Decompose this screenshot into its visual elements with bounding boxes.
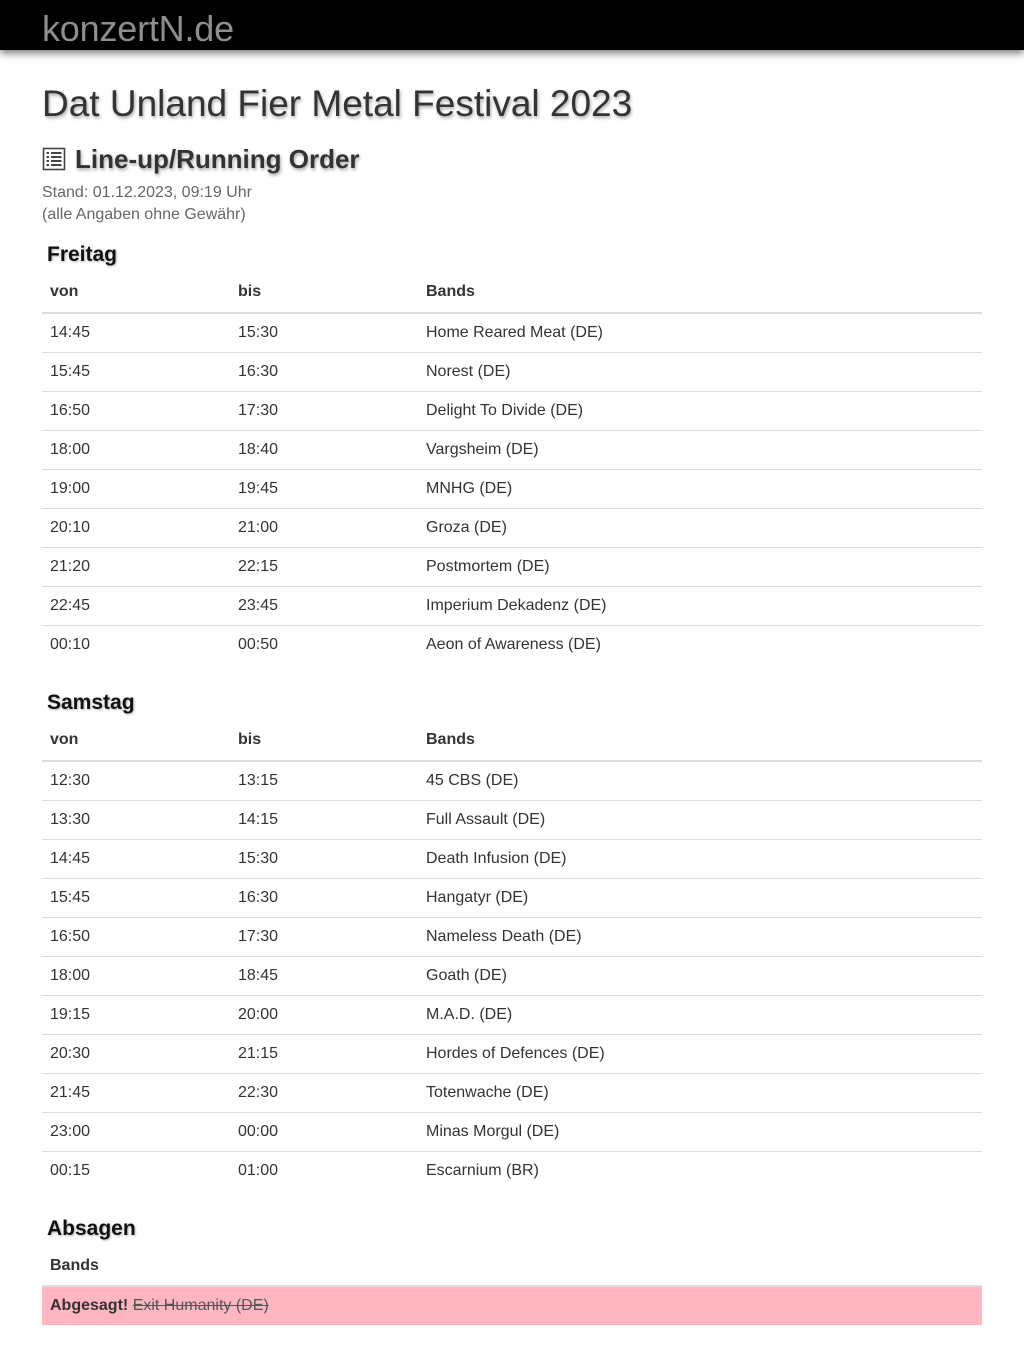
cell-bis: 21:00	[230, 508, 418, 547]
cell-bis: 00:00	[230, 1112, 418, 1151]
cell-band: Imperium Dekadenz (DE)	[418, 586, 982, 625]
cell-bis: 01:00	[230, 1151, 418, 1190]
cell-cancelled-band	[42, 1286, 982, 1325]
table-row	[42, 625, 982, 664]
table-row	[42, 1073, 982, 1112]
cell-von: 22:45	[42, 586, 230, 625]
cell-bis: 21:15	[230, 1034, 418, 1073]
cell-band: Norest (DE)	[418, 352, 982, 391]
column-header-bands: Bands	[418, 272, 982, 313]
cell-von: 20:10	[42, 508, 230, 547]
site-brand-link[interactable]: konzertN.de	[42, 8, 234, 49]
cell-bis: 16:30	[230, 352, 418, 391]
table-row	[42, 352, 982, 391]
column-header-bands: Bands	[418, 720, 982, 761]
cell-band: Escarnium (BR)	[418, 1151, 982, 1190]
cell-bis: 19:45	[230, 469, 418, 508]
cell-band: Groza (DE)	[418, 508, 982, 547]
page-title: Dat Unland Fier Metal Festival 2023	[42, 83, 633, 124]
cell-bis: 00:50	[230, 625, 418, 664]
cell-bis: 16:30	[230, 878, 418, 917]
list-icon	[42, 147, 66, 171]
cell-von: 16:50	[42, 917, 230, 956]
cell-von: 16:50	[42, 391, 230, 430]
cell-band: Hordes of Defences (DE)	[418, 1034, 982, 1073]
column-header-bands: Bands	[42, 1246, 982, 1286]
section-title	[42, 143, 360, 175]
cell-band: Goath (DE)	[418, 956, 982, 995]
cell-von: 12:30	[50, 771, 91, 789]
cell-bis: 18:40	[230, 430, 418, 469]
table-row	[42, 956, 982, 995]
cell-bis: 15:30	[238, 323, 279, 341]
cancelled-status-label: Abgesagt!	[50, 1297, 129, 1314]
column-header-von: von	[42, 272, 230, 313]
table-row	[42, 839, 982, 878]
cell-bis: 17:30	[230, 391, 418, 430]
cancellations-title: Absagen	[47, 1217, 136, 1240]
cell-band: 45 CBS (DE)	[426, 771, 519, 789]
cell-bis: 18:45	[230, 956, 418, 995]
cancelled-band-row	[42, 1286, 982, 1325]
cell-band: Death Infusion (DE)	[418, 839, 982, 878]
section-title-label: Line-up/Running Order	[75, 144, 360, 174]
table-row	[42, 391, 982, 430]
table-row	[42, 878, 982, 917]
table-row	[42, 1112, 982, 1151]
cell-von: 20:30	[42, 1034, 230, 1073]
cell-bis: 15:30	[230, 839, 418, 878]
cell-von: 14:45	[42, 839, 230, 878]
table-header-row	[42, 272, 982, 313]
table-row	[42, 508, 982, 547]
cell-band: Full Assault (DE)	[418, 800, 982, 839]
cell-band: Hangatyr (DE)	[418, 878, 982, 917]
cell-band: Home Reared Meat (DE)	[426, 323, 603, 341]
cell-bis: 22:30	[230, 1073, 418, 1112]
cell-band: Nameless Death (DE)	[418, 917, 982, 956]
cell-von: 14:45	[50, 323, 91, 341]
column-header-bis: bis	[230, 720, 418, 761]
updated-timestamp: Stand: 01.12.2023, 09:19 Uhr	[42, 184, 252, 201]
schedule-table-freitag	[42, 272, 982, 664]
cancelled-band-name: Exit Humanity (DE)	[132, 1297, 269, 1314]
table-row	[42, 547, 982, 586]
cell-von: 23:00	[42, 1112, 230, 1151]
cell-bis: 23:45	[230, 586, 418, 625]
cell-band: MNHG (DE)	[418, 469, 982, 508]
cell-band: Postmortem (DE)	[418, 547, 982, 586]
cell-bis: 14:15	[230, 800, 418, 839]
cell-von: 00:15	[42, 1151, 230, 1190]
table-row	[42, 1034, 982, 1073]
table-header-row	[42, 720, 982, 761]
table-header-row	[42, 1246, 982, 1286]
cell-band: Aeon of Awareness (DE)	[418, 625, 982, 664]
table-row	[42, 995, 982, 1034]
cell-band: M.A.D. (DE)	[418, 995, 982, 1034]
cell-von: 15:45	[42, 352, 230, 391]
cell-bis: 17:30	[230, 917, 418, 956]
cell-band: Totenwache (DE)	[418, 1073, 982, 1112]
update-info	[42, 182, 252, 226]
table-row	[42, 469, 982, 508]
cell-bis: 20:00	[230, 995, 418, 1034]
column-header-bis: bis	[230, 272, 418, 313]
cell-von: 15:45	[42, 878, 230, 917]
cell-band: Minas Morgul (DE)	[418, 1112, 982, 1151]
day-title-samstag: Samstag	[47, 691, 135, 714]
table-row	[42, 430, 982, 469]
cell-band: Vargsheim (DE)	[418, 430, 982, 469]
table-row	[42, 800, 982, 839]
column-header-von: von	[42, 720, 230, 761]
day-title-freitag: Freitag	[47, 243, 118, 266]
cell-von: 21:45	[42, 1073, 230, 1112]
cell-band: Delight To Divide (DE)	[418, 391, 982, 430]
cell-von: 18:00	[42, 430, 230, 469]
disclaimer: (alle Angaben ohne Gewähr)	[42, 206, 246, 223]
cell-bis: 22:15	[230, 547, 418, 586]
table-row	[42, 313, 982, 352]
cell-von: 19:15	[42, 995, 230, 1034]
cell-von: 21:20	[42, 547, 230, 586]
cell-von: 13:30	[42, 800, 230, 839]
cell-bis: 13:15	[238, 771, 279, 789]
table-row	[42, 917, 982, 956]
cell-von: 19:00	[42, 469, 230, 508]
table-row	[42, 761, 982, 800]
cell-von: 00:10	[42, 625, 230, 664]
table-row	[42, 1151, 982, 1190]
top-navbar	[0, 0, 1024, 50]
cell-von: 18:00	[42, 956, 230, 995]
cancellations-table	[42, 1246, 982, 1325]
schedule-table-samstag	[42, 720, 982, 1190]
table-row	[42, 586, 982, 625]
